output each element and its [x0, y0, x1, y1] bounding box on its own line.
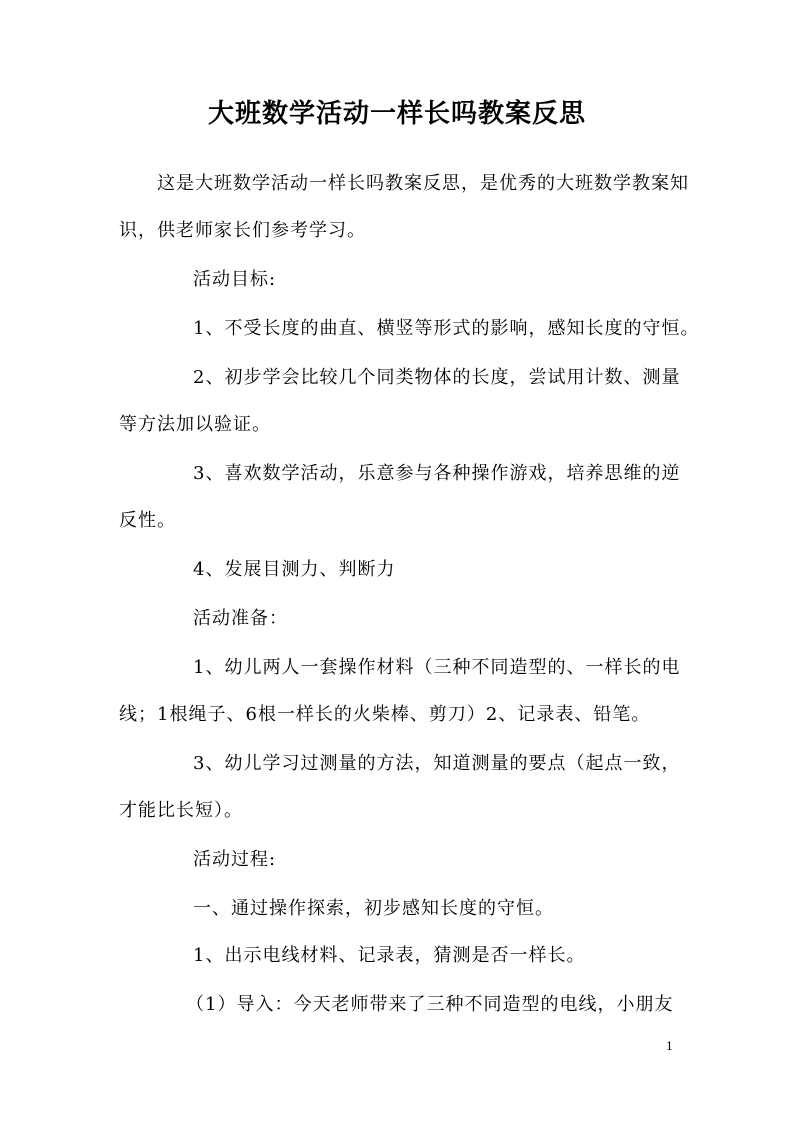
paragraph-line: 1、幼儿两人一套操作材料（三种不同造型的、一样长的电	[193, 657, 681, 678]
paragraph-line: 1、出示电线材料、记录表，猜测是否一样长。	[193, 945, 586, 966]
document-title: 大班数学活动一样长吗教案反思	[207, 99, 586, 129]
paragraph-line: 等方法加以验证。	[119, 414, 271, 435]
section-heading: 活动目标:	[193, 269, 277, 290]
paragraph-line: 线；1根绳子、6根一样长的火柴棒、剪刀）2、记录表、铅笔。	[119, 704, 651, 725]
paragraph-line: 才能比长短）。	[119, 800, 243, 821]
paragraph-line: （1）导入：今天老师带来了三种不同造型的电线，小朋友	[186, 994, 674, 1015]
page-number: 1	[666, 1040, 673, 1053]
paragraph-line: 一、通过操作探索，初步感知长度的守恒。	[193, 898, 554, 919]
paragraph-line: 3、喜欢数学活动，乐意参与各种操作游戏，培养思维的逆	[193, 463, 681, 484]
paragraph-line: 3、幼儿学习过测量的方法，知道测量的要点（起点一致，	[193, 753, 681, 774]
paragraph-line: 2、初步学会比较几个同类物体的长度，尝试用计数、测量	[193, 367, 681, 388]
section-heading: 活动准备：	[193, 608, 288, 629]
paragraph-line: 反性。	[119, 510, 176, 531]
paragraph-line: 4、发展目测力、判断力	[193, 559, 396, 580]
section-heading: 活动过程:	[193, 849, 277, 870]
paragraph-line: 这是大班数学活动一样长吗教案反思，是优秀的大班数学教案知	[157, 173, 689, 194]
paragraph-line: 1、不受长度的曲直、横竖等形式的影响，感知长度的守恒。	[193, 318, 700, 339]
paragraph-line: 识，供老师家长们参考学习。	[119, 220, 366, 241]
